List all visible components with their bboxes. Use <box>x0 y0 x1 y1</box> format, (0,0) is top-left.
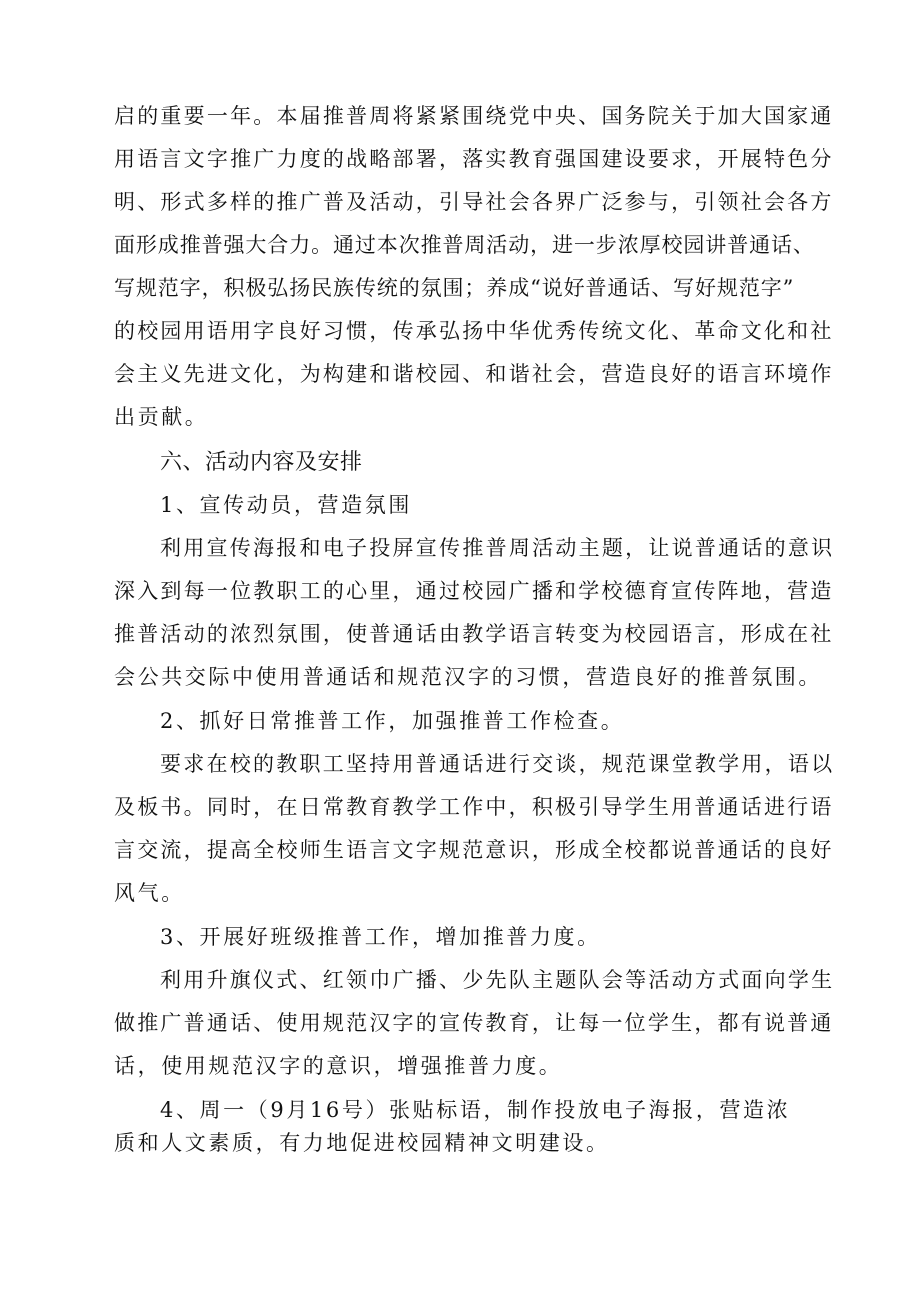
paragraph-line: 做推广普通话、使用规范汉字的宣传教育，让每一位学生，都有说普通 <box>114 1011 834 1035</box>
paragraph-line: 风气。 <box>114 881 185 905</box>
paragraph-line: 言交流，提高全校师生语言文字规范意识，形成全校都说普通话的良好 <box>114 838 834 862</box>
paragraph-line: 写规范字，积极弘扬民族传统的氛围；养成“说好普通话、写好规范字” <box>114 276 795 300</box>
paragraph-line: 用语言文字推广力度的战略部署，落实教育强国建设要求，开展特色分 <box>114 147 834 171</box>
subsection-heading: 2、抓好日常推普工作，加强推普工作检查。 <box>160 709 625 733</box>
paragraph-line: 出贡献。 <box>114 405 209 429</box>
paragraph-line: 启的重要一年。本届推普周将紧紧围绕党中央、国务院关于加大国家通 <box>114 104 834 128</box>
paragraph-line: 话，使用规范汉字的意识，增强推普力度。 <box>114 1054 563 1078</box>
paragraph-line: 的校园用语用字良好习惯，传承弘扬中华优秀传统文化、革命文化和社 <box>114 319 834 343</box>
paragraph-line: 推普活动的浓烈氛围，使普通话由教学语言转变为校园语言，形成在社 <box>114 622 834 646</box>
paragraph-line: 明、形式多样的推广普及活动，引导社会各界广泛参与，引领社会各方 <box>114 190 834 214</box>
paragraph-line: 利用升旗仪式、红领巾广播、少先队主题队会等活动方式面向学生 <box>160 968 835 992</box>
paragraph-line: 要求在校的教职工坚持用普通话进行交谈，规范课堂教学用，语以 <box>160 752 835 776</box>
paragraph-line: 会主义先进文化，为构建和谐校园、和谐社会，营造良好的语言环境作 <box>114 362 834 386</box>
subsection-heading: 4、周一（9月16号）张贴标语，制作投放电子海报，营造浓 <box>160 1098 791 1122</box>
section-heading: 六、活动内容及安排 <box>160 450 363 475</box>
paragraph-line: 利用宣传海报和电子投屏宣传推普周活动主题，让说普通话的意识 <box>160 536 835 560</box>
subsection-heading: 1、宣传动员，营造氛围 <box>160 493 412 517</box>
paragraph-line: 及板书。同时，在日常教育教学工作中，积极引导学生用普通话进行语 <box>114 795 834 819</box>
subsection-heading: 3、开展好班级推普工作，增加推普力度。 <box>160 925 601 949</box>
paragraph-line: 质和人文素质，有力地促进校园精神文明建设。 <box>114 1131 610 1155</box>
paragraph-line: 面形成推普强大合力。通过本次推普周活动，进一步浓厚校园讲普通话、 <box>114 233 815 257</box>
paragraph-line: 会公共交际中使用普通话和规范汉字的习惯，营造良好的推普氛围。 <box>114 665 822 689</box>
paragraph-line: 深入到每一位教职工的心里，通过校园广播和学校德育宣传阵地，营造 <box>114 579 834 603</box>
